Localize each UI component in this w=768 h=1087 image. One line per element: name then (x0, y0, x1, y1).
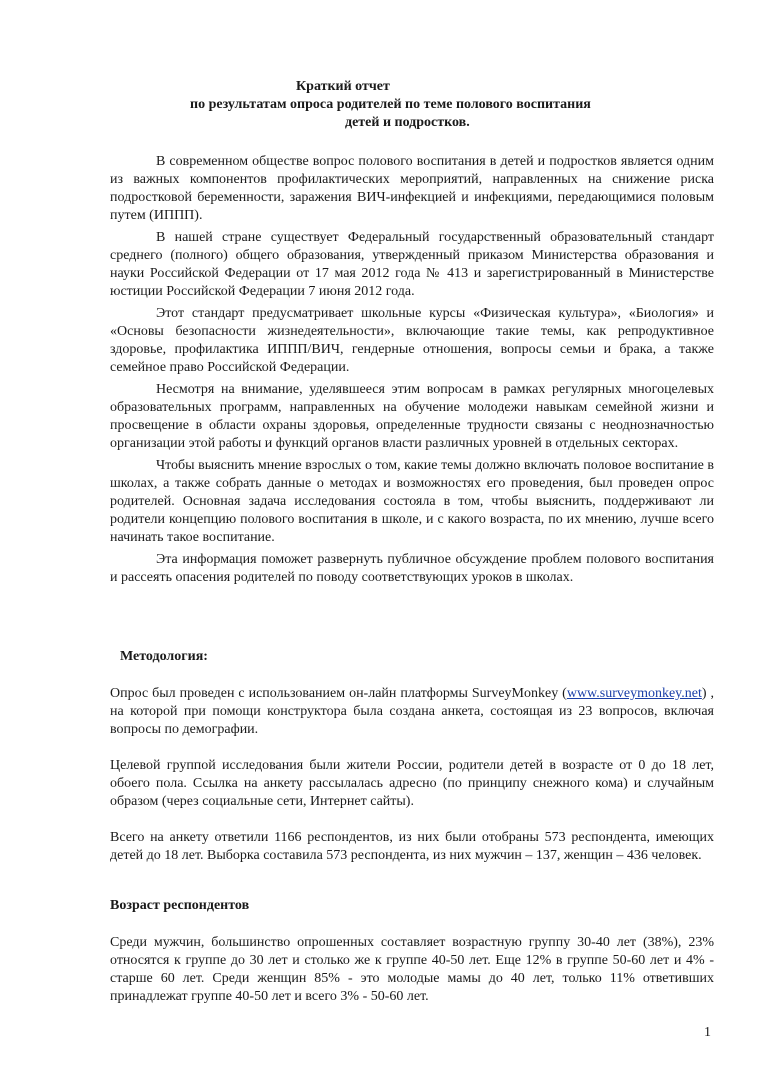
age-heading: Возраст респондентов (110, 898, 250, 913)
intro-paragraph: Эта информация поможет развернуть публичное обсуждение проблем полового воспитания и рассеять опасения родителей по поводу соответствующих уроков в школах. (110, 552, 714, 585)
surveymonkey-link[interactable]: www.surveymonkey.net (566, 686, 702, 701)
intro-paragraph: В современном обществе вопрос полового воспитания в детей и подростков является одним из важных компонентов профилактических мероприятий, направленных на снижение риска подростковой беременности, заражения ВИЧ-инфекцией и инфекциями, передающимися половым путем (ИППП). (110, 154, 714, 223)
intro-paragraph: В нашей стране существует Федеральный государственный образовательный стандарт среднего (полного) общего образования, утвержденный приказом Министерства образования и науки Российской Федерации от 17 мая 2012 года № 413 и зарегистрированный в Министерстве юстиции Российской Федерации 7 июня 2012 года. (110, 230, 714, 299)
age-paragraph: Среди мужчин, большинство опрошенных составляет возрастную группу 30-40 лет (38%), 23% относятся к группе до 30 лет и столько же к группе 40-50 лет. Еще 12% в группе 50-60 лет и 4% - старше 60 лет. Среди женщин 85% - это молодые мамы до 40 лет, только 11% ответивших принадлежат группе 40-50 лет и всего 3% - 50-60 лет. (110, 935, 714, 1004)
intro-paragraph: Несмотря на внимание, уделявшееся этим вопросам в рамках регулярных многоцелевых образовательных программ, направленных на обучение молодежи навыкам семейной жизни и просвещение в области охраны здоровья, определенные трудности связаны с неоднозначностью организации этой работы и функций органов власти различных уровней в отдельных секторах. (110, 382, 714, 451)
report-title (110, 78, 714, 132)
intro-paragraph: Чтобы выяснить мнение взрослых о том, какие темы должно включать половое воспитание в школах, а также собрать данные о методах и возможностях его проведения, был проведен опрос родителей. Основная задача исследования состояла в том, чтобы выяснить, поддерживают ли родители концепцию полового воспитания в школе, и с какого возраста, по их мнению, лучше всего начинать такое воспитание. (110, 458, 714, 545)
methodology-heading: Методология: (120, 649, 208, 664)
page-number: 1 (704, 1025, 711, 1040)
methodology-paragraph-1 (110, 685, 714, 739)
methodology-text-end: ) , на которой при помощи конструктора была создана анкета, состоящая из 23 вопросов, включая вопросы по демографии. (110, 686, 714, 737)
document-page (110, 0, 714, 1087)
intro-section (110, 153, 714, 591)
methodology-text-start: Опрос был проведен с использованием он-лайн платформы SurveyMonkey ( (110, 686, 567, 701)
title-line-1: Краткий отчет (296, 79, 390, 94)
intro-paragraph: Этот стандарт предусматривает школьные курсы «Физическая культура», «Биология» и «Основы безопасности жизнедеятельности», включающие такие темы, как репродуктивное здоровье, профилактика ИППП/ВИЧ, гендерные отношения, вопросы семьи и брака, а также семейное право Российской Федерации. (110, 306, 714, 375)
methodology-paragraph-3: Всего на анкету ответили 1166 респондентов, из них были отобраны 573 респондента, имеющих детей до 18 лет. Выборка составила 573 респондента, из них мужчин – 137, женщин – 436 человек. (110, 830, 714, 863)
title-line-3: детей и подростков. (345, 115, 470, 130)
methodology-paragraph-2: Целевой группой исследования были жители России, родители детей в возрасте от 0 до 18 лет, обоего пола. Ссылка на анкету рассылалась адресно (по принципу снежного кома) и случайным образом (через социальные сети, Интернет сайты). (110, 758, 714, 809)
title-line-2: по результатам опроса родителей по теме полового воспитания (190, 97, 591, 112)
